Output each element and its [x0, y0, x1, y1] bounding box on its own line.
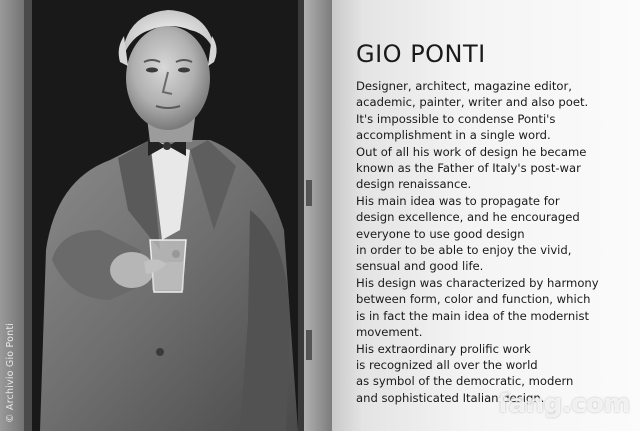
text-line: between form, color and function, which	[356, 292, 591, 307]
text-line: accomplishment in a single word.	[356, 128, 551, 143]
text-line: is recognized all over the world	[356, 357, 538, 372]
text-line: His main idea was to propagate for	[356, 193, 560, 208]
text-line: everyone to use good design	[356, 226, 525, 241]
text-line: movement.	[356, 325, 423, 340]
text-line: It's impossible to condense Ponti's	[356, 111, 556, 126]
text-line: design excellence, and he encouraged	[356, 210, 580, 225]
text-line: known as the Father of Italy's post-war	[356, 161, 581, 176]
text-line: design renaissance.	[356, 177, 472, 192]
biography-text	[356, 78, 636, 406]
text-line: His extraordinary prolific work	[356, 341, 531, 356]
text-panel	[332, 0, 640, 431]
door-frame-right	[300, 0, 332, 431]
text-line: academic, painter, writer and also poet.	[356, 95, 589, 110]
page-title: GIO PONTI	[356, 40, 486, 68]
text-line: Out of all his work of design he became	[356, 144, 587, 159]
text-line: and sophisticated Italian design.	[356, 390, 545, 405]
text-line: Designer, architect, magazine editor,	[356, 79, 572, 93]
text-line: is in fact the main idea of the modernist	[356, 308, 590, 323]
text-line: sensual and good life.	[356, 259, 484, 274]
text-line: in order to be able to enjoy the vivid,	[356, 243, 572, 258]
text-line: His design was characterized by harmony	[356, 275, 599, 290]
watermark-logo: fang.com	[497, 389, 630, 419]
text-line: as symbol of the democratic, modern	[356, 374, 574, 389]
photo-credit: © Archivio Gio Ponti	[5, 322, 16, 423]
face	[126, 26, 210, 130]
